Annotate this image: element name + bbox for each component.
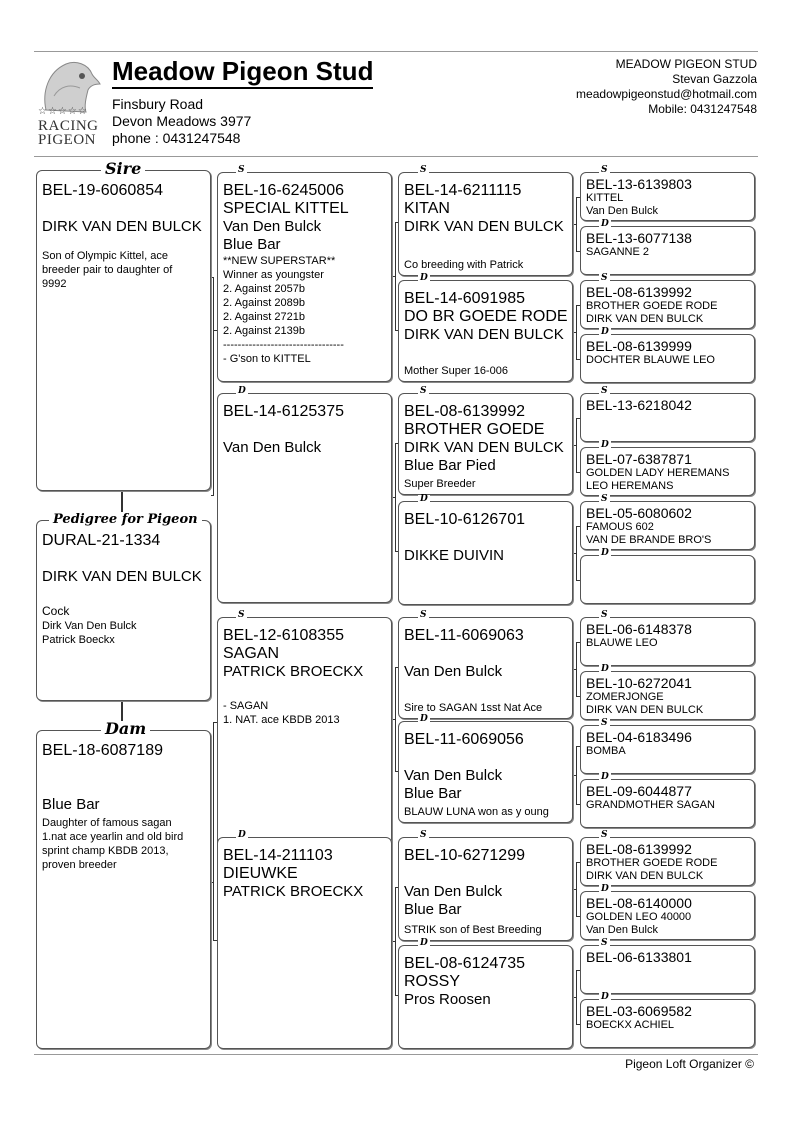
note-line: 2. Against 2057b [223,283,305,295]
note-line: STRIK son of Best Breeding [404,924,542,936]
dam-ancestor-card[interactable] [217,837,392,1049]
note-line: 2. Against 2089b [223,297,305,309]
dam-ancestor-card[interactable] [580,226,755,275]
sire-ancestor-card[interactable] [580,280,755,329]
dam-marker: D [420,714,428,724]
ring-number: BEL-08-6139992 [404,403,525,420]
ring-number: BEL-06-6148378 [586,621,692,637]
sire-marker: S [420,165,427,175]
detail-line: DIKKE DUIVIN [404,547,505,564]
pedigree-label: Pedigree for Pigeon [49,512,202,528]
sire-ancestor-card[interactable] [217,617,392,848]
sire-ancestor-card[interactable] [580,501,755,550]
dam-marker: D [238,386,246,396]
mobile-number: Mobile: 0431247548 [648,102,757,116]
dam-ancestor-card[interactable] [398,721,573,823]
dam-ancestor-card[interactable] [398,945,573,1049]
ring-number: BEL-11-6069063 [404,627,524,644]
connector-line [576,418,577,472]
detail-line: DIRK VAN DEN BULCK [586,870,704,882]
note-line: 2. Against 2139b [223,325,305,337]
detail-line: Van Den Bulck [404,883,503,900]
dam-card[interactable] [36,730,211,1049]
detail-line: VAN DE BRANDE BRO'S [586,534,712,546]
sire-marker: S [601,830,608,840]
sire-ancestor-card[interactable] [398,617,573,719]
detail-line: KITTEL [586,192,624,204]
dam-marker: D [601,548,609,558]
ring-number: BEL-14-211103 [223,847,333,864]
pigeon-name: KITAN [404,200,450,217]
racing-pigeon-logo [36,56,104,148]
ring-number: BEL-08-6140000 [586,895,692,911]
note-line: breeder pair to daughter of [42,264,173,276]
header-rule [34,156,758,157]
connector-line [576,642,577,696]
detail-line: FAMOUS 602 [586,521,654,533]
connector-line [211,495,214,496]
ring-number: BEL-04-6183496 [586,729,692,745]
logo-stars: ☆☆☆☆☆ [38,106,88,117]
sire-ancestor-card[interactable] [398,837,573,941]
note-line: - SAGAN [223,700,269,712]
address-street: Finsbury Road [112,96,204,112]
detail-line: BLAUWE LEO [586,637,658,649]
detail-line: BOECKX ACHIEL [586,1019,675,1031]
detail-line: DIRK VAN DEN BULCK [586,704,704,716]
note-line: proven breeder [42,859,117,871]
note-line: Super Breeder [404,478,476,490]
note-line: --------------------------------- [223,339,344,351]
detail-line: SAGANNE 2 [586,246,649,258]
dam-ancestor-card[interactable] [580,555,755,604]
ring-number: BEL-14-6125375 [223,403,344,420]
ring-number: BEL-03-6069582 [586,1003,692,1019]
pigeon-name: ROSSY [404,973,461,990]
dam-marker: D [420,273,428,283]
ring-number: BEL-10-6272041 [586,675,692,691]
email-link[interactable]: meadowpigeonstud@hotmail.com [576,87,757,101]
detail-line: Blue Bar [404,785,462,802]
dam-ancestor-card[interactable] [398,280,573,382]
dam-ancestor-card[interactable] [217,393,392,603]
detail-line: Blue Bar [404,901,462,918]
dam-label: Dam [101,721,150,737]
sire-ancestor-card[interactable] [217,172,392,382]
dam-marker: D [601,772,609,782]
detail-line: Blue Bar Pied [404,457,496,474]
ring-number: BEL-08-6139992 [586,284,692,300]
note-line: Winner as youngster [223,269,324,281]
sire-ancestor-card[interactable] [580,725,755,774]
dam-ancestor-card[interactable] [580,334,755,383]
ring-number: BEL-09-6044877 [586,783,692,799]
note-line: 9992 [42,278,67,290]
connector-line [576,862,577,916]
dam-marker: D [601,219,609,229]
dam-marker: D [420,494,428,504]
sire-marker: S [420,830,427,840]
sire-marker: S [420,386,427,396]
detail-line: BROTHER GOEDE RODE [586,300,718,312]
sire-ancestor-card[interactable] [580,945,755,994]
detail-line: Van Den Bulck [223,218,322,235]
pigeon-name: SPECIAL KITTEL [223,200,349,217]
ring-number: BEL-18-6087189 [42,742,163,759]
dam-ancestor-card[interactable] [580,999,755,1048]
address-suburb: Devon Meadows 3977 [112,113,252,129]
ring-number: BEL-10-6271299 [404,847,525,864]
connector-line [576,970,577,1024]
ring-number: BEL-12-6108355 [223,627,344,644]
footer-credit: Pigeon Loft Organizer © [625,1057,754,1071]
note-line: BLAUW LUNA won as y oung [404,806,549,818]
detail-line: Pros Roosen [404,991,491,1008]
detail-line: Van Den Bulck [586,205,658,217]
ring-number: BEL-08-6139999 [586,338,692,354]
note-line: 1. NAT. ace KBDB 2013 [223,714,340,726]
subject-card[interactable] [36,520,211,701]
address-block [112,96,251,147]
ring-number: BEL-10-6126701 [404,511,525,528]
detail-line: Van Den Bulck [404,663,503,680]
ring-number: BEL-08-6124735 [404,955,525,972]
sire-ancestor-card[interactable] [580,172,755,221]
dam-marker: D [601,884,609,894]
pigeon-name: SAGAN [223,645,280,662]
connector-line [576,746,577,804]
detail-line: DIRK VAN DEN BULCK [404,326,564,343]
detail-line: LEO HEREMANS [586,480,674,492]
connector-line [213,722,214,940]
subject-owner: Dirk Van Den Bulck [42,620,137,632]
ring-number: BEL-07-6387871 [586,451,692,467]
top-rule [34,51,758,52]
detail-line: PATRICK BROECKX [223,663,364,680]
ring-number: BEL-14-6211115 [404,182,522,199]
connector-line [576,526,577,580]
connector-line [576,197,577,251]
connector-line [395,667,396,771]
sire-marker: S [420,610,427,620]
note-line: 1.nat ace yearlin and old bird [42,831,184,843]
sire-ancestor-card[interactable] [398,172,573,276]
connector-line [576,305,577,359]
detail-line: Van Den Bulck [404,767,503,784]
detail-line: BOMBA [586,745,626,757]
detail-line: Blue Bar [223,236,281,253]
ring-number: BEL-06-6133801 [586,949,692,965]
detail-line: DIRK VAN DEN BULCK [404,439,564,456]
dam-marker: D [601,440,609,450]
sire-label: Sire [101,161,145,177]
pigeon-name: DO BR GOEDE RODE [404,308,568,325]
note-line: 2. Against 2721b [223,311,305,323]
sire-marker: S [601,610,608,620]
note-line: **NEW SUPERSTAR** [223,255,336,267]
sire-card[interactable] [36,170,211,491]
pigeon-name: DIEUWKE [223,865,298,882]
detail-line: PATRICK BROECKX [223,883,364,900]
sire-marker: S [601,165,608,175]
detail-line: GOLDEN LEO 40000 [586,911,692,923]
ring-number: BEL-11-6069056 [404,731,524,748]
color-line: Blue Bar [42,796,100,813]
ring-number: BEL-13-6139803 [586,176,692,192]
connector-line [213,277,214,495]
subject-ring-number: DURAL-21-1334 [42,532,161,549]
sire-marker: S [601,494,608,504]
note-line: Son of Olympic Kittel, ace [42,250,168,262]
dam-marker: D [601,327,609,337]
sire-marker: S [238,165,245,175]
contact-block [576,57,757,117]
note-line: Daughter of famous sagan [42,817,172,829]
dam-marker: D [420,938,428,948]
sire-marker: S [601,273,608,283]
dam-ancestor-card[interactable] [580,447,755,496]
detail-line: Van Den Bulck [586,924,658,936]
dam-ancestor-card[interactable] [580,891,755,940]
sire-ancestor-card[interactable] [580,837,755,886]
logo-text-line1: RACING [38,118,99,134]
sire-marker: S [601,938,608,948]
detail-line: BROTHER GOEDE RODE [586,857,718,869]
detail-line: GRANDMOTHER SAGAN [586,799,715,811]
ring-number: BEL-08-6139992 [586,841,692,857]
sire-marker: S [238,610,245,620]
address-phone: phone : 0431247548 [112,130,241,146]
detail-line: DIRK VAN DEN BULCK [586,313,704,325]
ring-number: BEL-14-6091985 [404,290,525,307]
footer-rule [34,1054,758,1055]
note-line: Sire to SAGAN 1sst Nat Ace [404,702,543,714]
subject-breeder: DIRK VAN DEN BULCK [42,568,202,585]
sire-ancestor-card[interactable] [398,393,573,495]
ring-number: BEL-05-6080602 [586,505,692,521]
subject-sex: Cock [42,604,70,618]
dam-ancestor-card[interactable] [580,779,755,828]
note-line: - G'son to KITTEL [223,353,311,365]
connector-line [395,887,396,995]
detail-line: Van Den Bulck [223,439,322,456]
connector-line [395,443,396,551]
sire-marker: S [601,718,608,728]
note-line: Mother Super 16-006 [404,365,508,377]
dam-ancestor-card[interactable] [580,671,755,720]
sire-ancestor-card[interactable] [580,617,755,666]
dam-ancestor-card[interactable] [398,501,573,605]
detail-line: GOLDEN LADY HEREMANS [586,467,730,479]
connector-line [395,222,396,330]
note-line: sprint champ KBDB 2013, [42,845,169,857]
page-title: Meadow Pigeon Stud [112,56,373,89]
subject-owner: Patrick Boeckx [42,634,115,646]
detail-line: ZOMERJONGE [586,691,664,703]
ring-number: BEL-16-6245006 [223,182,344,199]
owner-name: Stevan Gazzola [672,72,757,86]
dam-marker: D [601,664,609,674]
detail-line: DIRK VAN DEN BULCK [404,218,564,235]
dam-marker: D [238,830,246,840]
pigeon-name: BROTHER GOEDE [404,421,545,438]
note-line: Co breeding with Patrick [404,259,524,271]
stud-name: MEADOW PIGEON STUD [615,57,757,71]
ring-number: BEL-13-6218042 [586,397,692,413]
dam-marker: D [601,992,609,1002]
sire-ancestor-card[interactable] [580,393,755,442]
logo-text-line2: PIGEON [38,132,96,148]
sire-marker: S [601,386,608,396]
ring-number: BEL-19-6060854 [42,182,163,199]
breeder-name: DIRK VAN DEN BULCK [42,218,202,235]
ring-number: BEL-13-6077138 [586,230,692,246]
detail-line: DOCHTER BLAUWE LEO [586,354,715,366]
